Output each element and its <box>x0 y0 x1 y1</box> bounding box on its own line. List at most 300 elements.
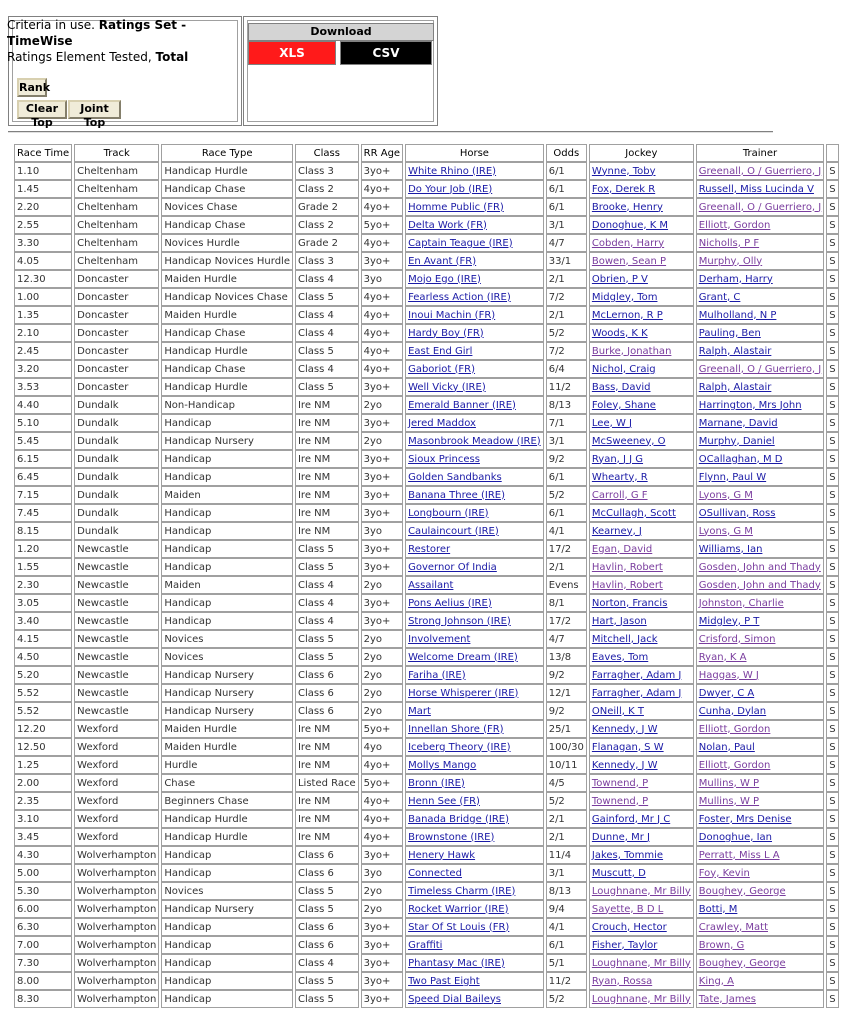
track-cell: Cheltenham <box>74 198 159 216</box>
rr-age-cell: 3yo+ <box>361 378 403 396</box>
class-cell: Class 5 <box>295 990 359 1008</box>
trainer-link[interactable]: Ralph, Alastair <box>698 345 772 357</box>
trainer-cell <box>696 828 824 846</box>
extra-cell: S <box>826 378 838 396</box>
race-type-cell: Handicap Chase <box>161 216 293 234</box>
trainer-link[interactable]: Nolan, Paul <box>698 741 755 753</box>
trainer-link[interactable]: Lyons, G M <box>698 525 753 537</box>
horse-cell <box>405 882 544 900</box>
class-cell: Ire NM <box>295 828 359 846</box>
jockey-link[interactable]: Bowen, Sean P <box>591 255 667 267</box>
trainer-link[interactable]: Russell, Miss Lucinda V <box>698 183 814 195</box>
trainer-link[interactable]: Donoghue, Ian <box>698 831 773 843</box>
extra-cell: S <box>826 504 838 522</box>
joint-top-button[interactable]: Joint Top <box>68 100 121 119</box>
horse-link[interactable]: Strong Johnson (IRE) <box>408 615 511 627</box>
jockey-link[interactable]: Midgley, Tom <box>591 291 658 303</box>
jockey-link[interactable]: McLernon, R P <box>591 309 663 321</box>
odds-cell: 6/1 <box>546 180 587 198</box>
jockey-link[interactable]: Havlin, Robert <box>591 561 663 573</box>
horse-link[interactable]: Do Your Job (IRE) <box>408 183 493 195</box>
trainer-link[interactable]: Murphy, Daniel <box>698 435 775 447</box>
race-time-cell: 7.15 <box>14 486 72 504</box>
table-body <box>14 162 839 1008</box>
clear-top-button[interactable]: Clear Top <box>17 100 67 119</box>
trainer-link[interactable]: Brown, G <box>698 939 745 951</box>
jockey-cell <box>589 936 694 954</box>
horse-cell <box>405 630 544 648</box>
jockey-link[interactable]: Loughnane, Mr Billy <box>591 885 691 897</box>
track-cell: Wexford <box>74 810 159 828</box>
track-cell: Wolverhampton <box>74 990 159 1008</box>
race-time-cell: 8.30 <box>14 990 72 1008</box>
jockey-link[interactable]: Crouch, Hector <box>591 921 667 933</box>
trainer-link[interactable]: Grant, C <box>698 291 741 303</box>
horse-link[interactable]: Emerald Banner (IRE) <box>408 399 516 411</box>
odds-cell: 8/1 <box>546 594 587 612</box>
horse-link[interactable]: Rocket Warrior (IRE) <box>408 903 509 915</box>
odds-cell: 9/4 <box>546 900 587 918</box>
rr-age-cell: 3yo <box>361 270 403 288</box>
jockey-cell <box>589 198 694 216</box>
rr-age-cell: 2yo <box>361 900 403 918</box>
rr-age-cell: 4yo+ <box>361 756 403 774</box>
horse-link[interactable]: Two Past Eight <box>408 975 480 987</box>
extra-cell: S <box>826 990 838 1008</box>
jockey-link[interactable]: Jakes, Tommie <box>591 849 664 861</box>
horse-link[interactable]: Homme Public (FR) <box>408 201 504 213</box>
extra-cell: S <box>826 900 838 918</box>
table-row <box>14 432 839 450</box>
jockey-cell <box>589 378 694 396</box>
jockey-link[interactable]: McCullagh, Scott <box>591 507 676 519</box>
extra-cell: S <box>826 540 838 558</box>
jockey-link[interactable]: Gainford, Mr J C <box>591 813 671 825</box>
horse-link[interactable]: Henery Hawk <box>408 849 476 861</box>
jockey-link[interactable]: Carroll, G F <box>591 489 648 501</box>
trainer-link[interactable]: Lyons, G M <box>698 489 753 501</box>
trainer-link[interactable]: Botti, M <box>698 903 738 915</box>
horse-link[interactable]: Longbourn (IRE) <box>408 507 489 519</box>
table-row <box>14 198 839 216</box>
class-cell: Ire NM <box>295 450 359 468</box>
trainer-link[interactable]: Crawley, Matt <box>698 921 768 933</box>
trainer-link[interactable]: Perratt, Miss L A <box>698 849 780 861</box>
jockey-link[interactable]: Lee, W J <box>591 417 632 429</box>
horse-cell <box>405 720 544 738</box>
horse-link[interactable]: Pons Aelius (IRE) <box>408 597 492 609</box>
trainer-link[interactable]: Pauling, Ben <box>698 327 761 339</box>
trainer-cell <box>696 918 824 936</box>
horse-link[interactable]: Connected <box>408 867 462 879</box>
horse-link[interactable]: Caulaincourt (IRE) <box>408 525 499 537</box>
table-row <box>14 288 839 306</box>
trainer-link[interactable]: Boughey, George <box>698 885 786 897</box>
jockey-link[interactable]: Havlin, Robert <box>591 579 663 591</box>
extra-cell: S <box>826 756 838 774</box>
class-cell: Class 6 <box>295 846 359 864</box>
extra-cell: S <box>826 936 838 954</box>
odds-cell: 3/1 <box>546 216 587 234</box>
jockey-link[interactable]: Burke, Jonathan <box>591 345 672 357</box>
trainer-link[interactable]: Boughey, George <box>698 957 786 969</box>
horse-link[interactable]: Banana Three (IRE) <box>408 489 506 501</box>
horse-link[interactable]: Innellan Shore (FR) <box>408 723 504 735</box>
trainer-link[interactable]: Mullins, W P <box>698 777 760 789</box>
rr-age-cell: 2yo <box>361 666 403 684</box>
race-time-cell: 12.50 <box>14 738 72 756</box>
horse-link[interactable]: Involvement <box>408 633 471 645</box>
extra-cell: S <box>826 774 838 792</box>
trainer-link[interactable]: Haggas, W J <box>698 669 759 681</box>
track-cell: Newcastle <box>74 558 159 576</box>
race-type-cell: Novices Chase <box>161 198 293 216</box>
rr-age-cell: 4yo+ <box>361 792 403 810</box>
jockey-link[interactable]: ONeill, K T <box>591 705 644 717</box>
trainer-link[interactable]: Williams, Ian <box>698 543 763 555</box>
horse-link[interactable]: Star Of St Louis (FR) <box>408 921 510 933</box>
jockey-link[interactable]: Townend, P <box>591 777 649 789</box>
table-row <box>14 666 839 684</box>
rr-age-cell: 2yo <box>361 882 403 900</box>
horse-link[interactable]: Golden Sandbanks <box>408 471 502 483</box>
trainer-link[interactable]: Midgley, P T <box>698 615 760 627</box>
trainer-link[interactable]: Cunha, Dylan <box>698 705 767 717</box>
jockey-cell <box>589 576 694 594</box>
class-cell: Class 3 <box>295 162 359 180</box>
jockey-link[interactable]: Obrien, P V <box>591 273 648 285</box>
jockey-link[interactable]: Egan, David <box>591 543 653 555</box>
jockey-link[interactable]: Donoghue, K M <box>591 219 669 231</box>
horse-link[interactable]: Banada Bridge (IRE) <box>408 813 509 825</box>
race-time-cell: 6.00 <box>14 900 72 918</box>
extra-cell: S <box>826 558 838 576</box>
jockey-cell <box>589 270 694 288</box>
class-cell: Class 5 <box>295 558 359 576</box>
trainer-link[interactable]: Mullins, W P <box>698 795 760 807</box>
race-time-cell: 6.30 <box>14 918 72 936</box>
class-cell: Ire NM <box>295 414 359 432</box>
trainer-link[interactable]: King, A <box>698 975 735 987</box>
odds-cell: 4/1 <box>546 522 587 540</box>
race-type-cell: Chase <box>161 774 293 792</box>
race-type-cell: Handicap <box>161 540 293 558</box>
rr-age-cell: 5yo+ <box>361 774 403 792</box>
jockey-cell <box>589 396 694 414</box>
trainer-link[interactable]: Crisford, Simon <box>698 633 776 645</box>
track-cell: Dundalk <box>74 486 159 504</box>
horse-cell <box>405 810 544 828</box>
horse-link[interactable]: White Rhino (IRE) <box>408 165 497 177</box>
ratings-element-value: Total <box>155 50 189 64</box>
odds-cell: 2/1 <box>546 810 587 828</box>
jockey-link[interactable]: Muscutt, D <box>591 867 646 879</box>
trainer-cell <box>696 414 824 432</box>
race-type-cell: Novices <box>161 882 293 900</box>
jockey-link[interactable]: McSweeney, O <box>591 435 666 447</box>
race-time-cell: 1.00 <box>14 288 72 306</box>
jockey-cell <box>589 648 694 666</box>
race-time-cell: 5.10 <box>14 414 72 432</box>
trainer-link[interactable]: Murphy, Olly <box>698 255 763 267</box>
track-cell: Wolverhampton <box>74 900 159 918</box>
class-cell: Class 4 <box>295 360 359 378</box>
trainer-link[interactable]: Gosden, John and Thady <box>698 579 821 591</box>
header-extra <box>826 144 838 162</box>
trainer-cell <box>696 342 824 360</box>
trainer-cell <box>696 360 824 378</box>
trainer-cell <box>696 990 824 1008</box>
horse-link[interactable]: Gaboriot (FR) <box>408 363 476 375</box>
extra-cell: S <box>826 684 838 702</box>
horse-cell <box>405 324 544 342</box>
horse-link[interactable]: Graffiti <box>408 939 443 951</box>
jockey-link[interactable]: Flanagan, S W <box>591 741 664 753</box>
jockey-link[interactable]: Townend, P <box>591 795 649 807</box>
jockey-link[interactable]: Nichol, Craig <box>591 363 656 375</box>
horse-cell <box>405 684 544 702</box>
trainer-link[interactable]: OCallaghan, M D <box>698 453 783 465</box>
table-row <box>14 360 839 378</box>
jockey-link[interactable]: Loughnane, Mr Billy <box>591 957 691 969</box>
trainer-link[interactable]: Elliott, Gordon <box>698 219 771 231</box>
trainer-link[interactable]: Nicholls, P F <box>698 237 760 249</box>
jockey-link[interactable]: Woods, K K <box>591 327 648 339</box>
trainer-link[interactable]: Johnston, Charlie <box>698 597 784 609</box>
track-cell: Doncaster <box>74 270 159 288</box>
trainer-link[interactable]: Derham, Harry <box>698 273 773 285</box>
header-horse: Horse <box>405 144 544 162</box>
trainer-link[interactable]: Harrington, Mrs John <box>698 399 802 411</box>
jockey-link[interactable]: Brooke, Henry <box>591 201 663 213</box>
race-type-cell: Handicap Nursery <box>161 684 293 702</box>
trainer-link[interactable]: Greenall, O / Guerriero, J <box>698 363 822 375</box>
jockey-link[interactable]: Kennedy, J W <box>591 759 658 771</box>
track-cell: Newcastle <box>74 630 159 648</box>
jockey-link[interactable]: Foley, Shane <box>591 399 656 411</box>
jockey-link[interactable]: Cobden, Harry <box>591 237 665 249</box>
jockey-link[interactable]: Farragher, Adam J <box>591 687 682 699</box>
horse-cell <box>405 576 544 594</box>
odds-cell: Evens <box>546 576 587 594</box>
trainer-link[interactable]: Dwyer, C A <box>698 687 755 699</box>
horse-cell <box>405 540 544 558</box>
extra-cell: S <box>826 522 838 540</box>
class-cell: Class 5 <box>295 288 359 306</box>
jockey-link[interactable]: Farragher, Adam J <box>591 669 682 681</box>
class-cell: Class 5 <box>295 630 359 648</box>
trainer-link[interactable]: OSullivan, Ross <box>698 507 776 519</box>
horse-link[interactable]: Fearless Action (IRE) <box>408 291 511 303</box>
horse-cell <box>405 180 544 198</box>
race-time-cell: 5.52 <box>14 702 72 720</box>
horse-link[interactable]: Phantasy Mac (IRE) <box>408 957 505 969</box>
jockey-cell <box>589 810 694 828</box>
table-row <box>14 270 839 288</box>
trainer-cell <box>696 702 824 720</box>
jockey-link[interactable]: Fox, Derek R <box>591 183 656 195</box>
jockey-link[interactable]: Norton, Francis <box>591 597 668 609</box>
jockey-link[interactable]: Sayette, B D L <box>591 903 664 915</box>
rr-age-cell: 3yo+ <box>361 594 403 612</box>
section-divider <box>8 131 773 133</box>
track-cell: Dundalk <box>74 414 159 432</box>
horse-link[interactable]: Mojo Ego (IRE) <box>408 273 481 285</box>
horse-link[interactable]: Governor Of India <box>408 561 497 573</box>
class-cell: Class 5 <box>295 900 359 918</box>
odds-cell: 8/13 <box>546 882 587 900</box>
class-cell: Ire NM <box>295 396 359 414</box>
horse-link[interactable]: Bronn (IRE) <box>408 777 465 789</box>
table-row <box>14 612 839 630</box>
race-time-cell: 1.45 <box>14 180 72 198</box>
class-cell: Ire NM <box>295 720 359 738</box>
horse-link[interactable]: Mart <box>408 705 431 717</box>
track-cell: Wolverhampton <box>74 846 159 864</box>
jockey-link[interactable]: Whearty, R <box>591 471 648 483</box>
jockey-link[interactable]: Kearney, J <box>591 525 642 537</box>
trainer-link[interactable]: Ryan, K A <box>698 651 747 663</box>
jockey-link[interactable]: Hart, Jason <box>591 615 647 627</box>
extra-cell: S <box>826 216 838 234</box>
odds-cell: 25/1 <box>546 720 587 738</box>
table-row <box>14 486 839 504</box>
race-type-cell: Handicap Hurdle <box>161 342 293 360</box>
rr-age-cell: 2yo <box>361 648 403 666</box>
jockey-link[interactable]: Eaves, Tom <box>591 651 649 663</box>
track-cell: Doncaster <box>74 342 159 360</box>
odds-cell: 9/2 <box>546 702 587 720</box>
horse-cell <box>405 468 544 486</box>
race-time-cell: 5.45 <box>14 432 72 450</box>
jockey-link[interactable]: Fisher, Taylor <box>591 939 658 951</box>
odds-cell: 13/8 <box>546 648 587 666</box>
horse-link[interactable]: Horse Whisperer (IRE) <box>408 687 519 699</box>
ratings-element-label: Ratings Element Tested, <box>7 50 156 64</box>
track-cell: Wexford <box>74 720 159 738</box>
jockey-link[interactable]: Ryan, Rossa <box>591 975 653 987</box>
jockey-link[interactable]: Kennedy, J W <box>591 723 658 735</box>
trainer-link[interactable]: Flynn, Paul W <box>698 471 767 483</box>
odds-cell: 4/7 <box>546 234 587 252</box>
xls-download-button[interactable] <box>248 41 336 65</box>
track-cell: Doncaster <box>74 378 159 396</box>
odds-cell: 11/2 <box>546 972 587 990</box>
track-cell: Cheltenham <box>74 180 159 198</box>
horse-link[interactable]: Henn See (FR) <box>408 795 480 807</box>
trainer-link[interactable]: Marnane, David <box>698 417 778 429</box>
ratings-set-value: Ratings Set - TimeWise <box>7 18 187 48</box>
track-cell: Cheltenham <box>74 234 159 252</box>
horse-link[interactable]: Masonbrook Meadow (IRE) <box>408 435 541 447</box>
trainer-link[interactable]: Mulholland, N P <box>698 309 777 321</box>
extra-cell: S <box>826 468 838 486</box>
jockey-link[interactable]: Dunne, Mr J <box>591 831 650 843</box>
horse-link[interactable]: Hardy Boy (FR) <box>408 327 484 339</box>
jockey-cell <box>589 450 694 468</box>
class-cell: Class 6 <box>295 684 359 702</box>
horse-link[interactable]: Delta Work (FR) <box>408 219 487 231</box>
jockey-link[interactable]: Ryan, J J G <box>591 453 644 465</box>
jockey-link[interactable]: Bass, David <box>591 381 651 393</box>
horse-link[interactable]: East End Girl <box>408 345 473 357</box>
horse-link[interactable]: Well Vicky (IRE) <box>408 381 486 393</box>
horse-link[interactable]: Assailant <box>408 579 454 591</box>
race-time-cell: 2.20 <box>14 198 72 216</box>
trainer-cell <box>696 180 824 198</box>
jockey-link[interactable]: Mitchell, Jack <box>591 633 658 645</box>
jockey-link[interactable]: Loughnane, Mr Billy <box>591 993 691 1005</box>
trainer-link[interactable]: Elliott, Gordon <box>698 723 771 735</box>
rr-age-cell: 3yo <box>361 864 403 882</box>
track-cell: Newcastle <box>74 666 159 684</box>
extra-cell: S <box>826 882 838 900</box>
trainer-link[interactable]: Foy, Kevin <box>698 867 750 879</box>
race-type-cell: Handicap Chase <box>161 360 293 378</box>
race-type-cell: Handicap <box>161 522 293 540</box>
horse-link[interactable]: En Avant (FR) <box>408 255 477 267</box>
trainer-link[interactable]: Gosden, John and Thady <box>698 561 821 573</box>
horse-link[interactable]: Fariha (IRE) <box>408 669 466 681</box>
horse-link[interactable]: Welcome Dream (IRE) <box>408 651 518 663</box>
trainer-link[interactable]: Ralph, Alastair <box>698 381 772 393</box>
rr-age-cell: 3yo+ <box>361 414 403 432</box>
horse-link[interactable]: Sioux Princess <box>408 453 480 465</box>
horse-link[interactable]: Speed Dial Baileys <box>408 993 501 1005</box>
trainer-cell <box>696 198 824 216</box>
class-cell: Class 6 <box>295 918 359 936</box>
horse-link[interactable]: Jered Maddox <box>408 417 476 429</box>
jockey-cell <box>589 486 694 504</box>
track-cell: Cheltenham <box>74 162 159 180</box>
csv-download-button[interactable] <box>340 41 432 65</box>
table-row <box>14 990 839 1008</box>
jockey-cell <box>589 324 694 342</box>
odds-cell: 5/2 <box>546 990 587 1008</box>
xls-label: XLS <box>279 46 305 60</box>
trainer-cell <box>696 540 824 558</box>
trainer-link[interactable]: Greenall, O / Guerriero, J <box>698 201 822 213</box>
trainer-cell <box>696 234 824 252</box>
trainer-link[interactable]: Elliott, Gordon <box>698 759 771 771</box>
trainer-cell <box>696 522 824 540</box>
trainer-link[interactable]: Foster, Mrs Denise <box>698 813 792 825</box>
race-type-cell: Hurdle <box>161 756 293 774</box>
jockey-link[interactable]: Wynne, Toby <box>591 165 656 177</box>
horse-link[interactable]: Captain Teague (IRE) <box>408 237 513 249</box>
class-cell: Ire NM <box>295 486 359 504</box>
class-cell: Ire NM <box>295 504 359 522</box>
horse-link[interactable]: Mollys Mango <box>408 759 477 771</box>
horse-link[interactable]: Timeless Charm (IRE) <box>408 885 516 897</box>
jockey-cell <box>589 522 694 540</box>
horse-link[interactable]: Restorer <box>408 543 451 555</box>
extra-cell: S <box>826 252 838 270</box>
trainer-link[interactable]: Tate, James <box>698 993 756 1005</box>
class-cell: Class 4 <box>295 954 359 972</box>
trainer-link[interactable]: Greenall, O / Guerriero, J <box>698 165 822 177</box>
horse-link[interactable]: Brownstone (IRE) <box>408 831 495 843</box>
horse-link[interactable]: Iceberg Theory (IRE) <box>408 741 511 753</box>
horse-cell <box>405 162 544 180</box>
table-row <box>14 882 839 900</box>
jockey-cell <box>589 990 694 1008</box>
rank-button[interactable]: Rank <box>17 78 47 97</box>
track-cell: Newcastle <box>74 612 159 630</box>
rr-age-cell: 3yo+ <box>361 162 403 180</box>
horse-cell <box>405 360 544 378</box>
horse-link[interactable]: Inoui Machin (FR) <box>408 309 496 321</box>
